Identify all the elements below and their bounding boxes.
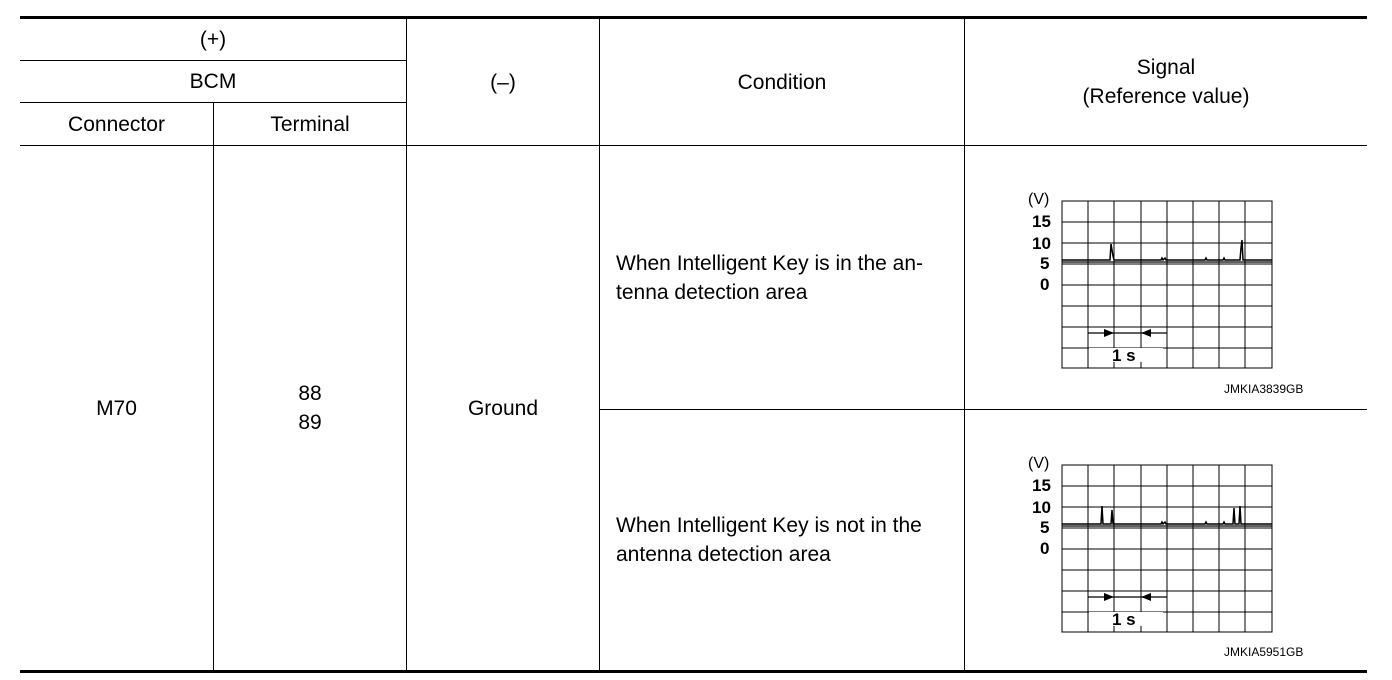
scope-time-label: 1 s <box>1112 346 1136 365</box>
header-plus: (+) <box>199 28 227 51</box>
oscilloscope-waveform-in-area <box>1025 186 1285 376</box>
header-signal: Signal (Reference value) <box>1082 56 1250 108</box>
figure-code-not-in-area: JMKIA5951GB <box>1224 645 1304 659</box>
scope-unit-label: (V) <box>1028 455 1050 472</box>
row-terminal: 88 89 <box>298 382 322 434</box>
scope-y-tick: 5 <box>1040 518 1050 537</box>
table-bottom-rule <box>20 670 1367 673</box>
header-connector: Connector <box>68 112 165 136</box>
header-terminal: Terminal <box>270 112 350 136</box>
scope-y-tick: 0 <box>1040 275 1050 294</box>
scope-y-tick: 15 <box>1032 212 1051 231</box>
header-minus: (–) <box>490 70 516 94</box>
condition-not-in-area: When Intelligent Key is not in the antenna detection area <box>616 514 922 566</box>
figure-code-in-area: JMKIA3839GB <box>1224 382 1304 396</box>
header-condition: Condition <box>737 70 827 94</box>
oscilloscope-waveform-not-in-area <box>1025 450 1285 640</box>
scope-y-tick: 0 <box>1040 539 1050 558</box>
scope-y-tick: 5 <box>1040 254 1050 273</box>
scope-unit-label: (V) <box>1028 191 1050 208</box>
scope-time-label: 1 s <box>1112 610 1136 629</box>
scope-y-tick: 10 <box>1032 498 1051 517</box>
header-bcm: BCM <box>189 70 237 93</box>
scope-y-tick: 15 <box>1032 476 1051 495</box>
row-minus: Ground <box>467 396 539 420</box>
scope-y-tick: 10 <box>1032 234 1051 253</box>
condition-in-area: When Intelligent Key is in the an- tenna detection area <box>616 251 924 304</box>
row-connector: M70 <box>96 396 137 420</box>
